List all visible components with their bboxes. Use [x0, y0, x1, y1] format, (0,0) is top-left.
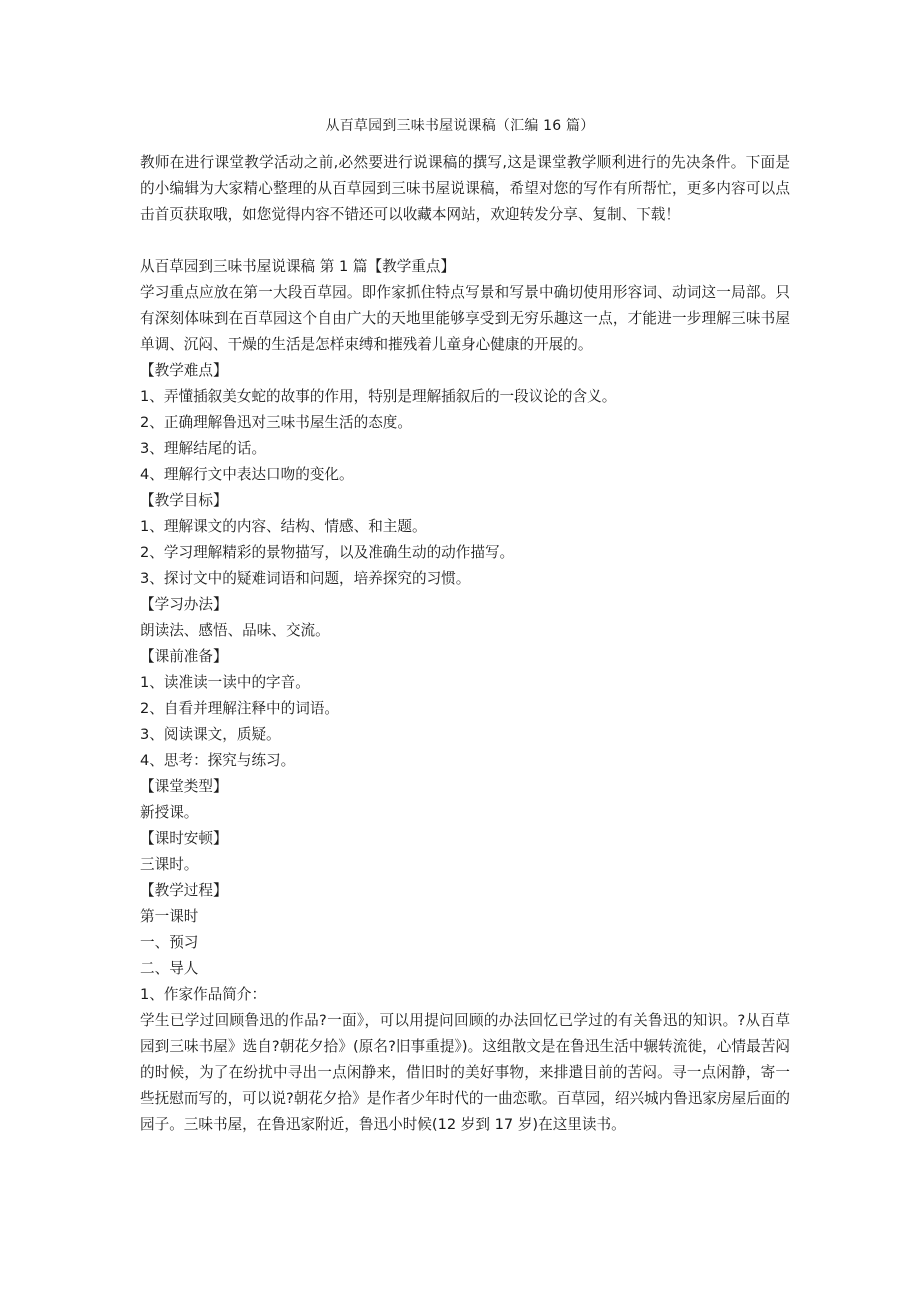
document-line: 4、理解行文中表达口吻的变化。 — [140, 466, 354, 483]
document-line: 第一课时 — [140, 908, 199, 925]
document-line: 2、学习理解精彩的景物描写，以及准确生动的动作描写。 — [140, 544, 515, 561]
document-line: 1、弄懂插叙美女蛇的故事的作用，特别是理解插叙后的一段议论的含义。 — [140, 388, 617, 405]
document-line: 朗读法、感悟、品味、交流。 — [140, 622, 330, 639]
closing-paragraph: 学生已学过回顾鲁迅的作品?一面》，可以用提问回顾的办法回忆已学过的有关鲁迅的知识。?从百草园到三味书屋》选自?朝花夕拾》(原名?旧事重提》)。这组散文是在鲁迅生活中辗转流徙，心情最苦闷的时候，为了在纷扰中寻出一点闲静来，借旧时的美好事物，来排遣目前的苦闷。寻一点闲静，寄一些抚慰而写的，可以说?朝花夕拾》是作者少年时代的一曲恋歌。百草园，绍兴城内鲁迅家房屋后面的园子。三味书屋，在鲁迅家附近，鲁迅小时候(12 岁到 17 岁)在这里读书。 — [140, 1012, 790, 1133]
document-line: 3、理解结尾的话。 — [140, 440, 267, 457]
document-line: 一、预习 — [140, 934, 199, 951]
document-title: 从百草园到三味书屋说课稿（汇编 16 篇） — [325, 118, 595, 134]
document-line: 1、理解课文的内容、结构、情感、和主题。 — [140, 518, 427, 535]
document-line: 3、阅读课文，质疑。 — [140, 726, 281, 743]
document-line: 【教学难点】 — [140, 362, 228, 379]
document-line: 4、思考：探究与练习。 — [140, 752, 296, 769]
document-line: 1、作家作品简介： — [140, 986, 267, 1003]
document-line: 新授课。 — [140, 804, 199, 821]
outline-lines — [140, 358, 790, 1008]
document-line: 【课前准备】 — [140, 648, 228, 665]
document-line: 【学习办法】 — [140, 596, 228, 613]
key-points-paragraph: 学习重点应放在第一大段百草园。即作家抓住特点写景和写景中确切使用形容词、动词这一局部。只有深刻体味到在百草园这个自由广大的天地里能够享受到无穷乐趣这一点，才能进一步理解三味书屋单调、沉闷、干燥的生活是怎样束缚和摧残着儿童身心健康的开展的。 — [140, 284, 790, 353]
document-line: 【教学过程】 — [140, 882, 228, 899]
document-line: 【课堂类型】 — [140, 778, 228, 795]
section-heading: 从百草园到三味书屋说课稿 第 1 篇【教学重点】 — [140, 258, 456, 275]
document-line: 【教学目标】 — [140, 492, 228, 509]
document-line: 3、探讨文中的疑难词语和问题，培养探究的习惯。 — [140, 570, 471, 587]
document-line: 【课时安顿】 — [140, 830, 228, 847]
intro-paragraph: 教师在进行课堂教学活动之前,必然要进行说课稿的撰写,这是课堂教学顺利进行的先决条件。下面是的小编辑为大家精心整理的从百草园到三味书屋说课稿，希望对您的写作有所帮忙，更多内容可以点击首页获取哦，如您觉得内容不错还可以收藏本网站，欢迎转发分享、复制、下载！ — [140, 154, 790, 223]
document-line: 1、读准读一读中的字音。 — [140, 674, 310, 691]
document-line: 三课时。 — [140, 856, 199, 873]
document-line: 2、正确理解鲁迅对三味书屋生活的态度。 — [140, 414, 412, 431]
document-body — [140, 150, 790, 1138]
document-line: 2、自看并理解注释中的词语。 — [140, 700, 340, 717]
document-line: 二、导人 — [140, 960, 199, 977]
